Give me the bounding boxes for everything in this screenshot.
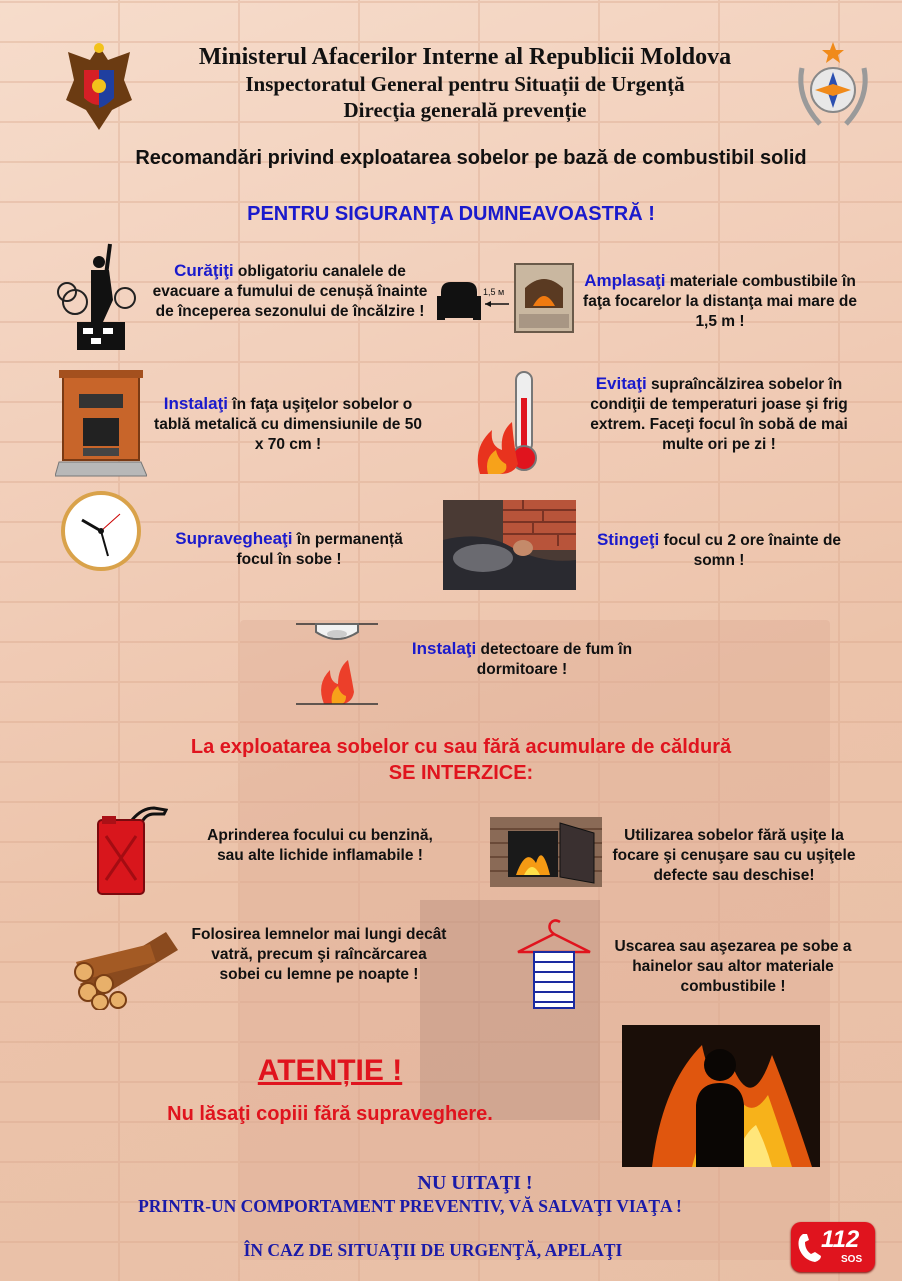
- emergency-sos: SOS: [841, 1254, 863, 1265]
- chimney-sweep-icon: [55, 240, 145, 352]
- attention-text: Nu lăsaţi copiii fără supraveghere.: [167, 1103, 493, 1125]
- rec-text: focul cu 2 ore înainte de somn !: [659, 532, 842, 569]
- forbidden-gasoline: Aprinderea focului cu benzină, sau alte lichide inflamabile !: [207, 827, 433, 864]
- footer-emergency-call: ÎN CAZ DE SITUAŢII DE URGENŢĂ, APELAŢI: [243, 1240, 623, 1260]
- emergency-service-emblem-icon: [790, 38, 876, 134]
- smoke-detector-icon: [296, 610, 378, 706]
- brick-stove-metal-sheet-icon: [55, 366, 147, 478]
- forbidden-no-doors: Utilizarea sobelor fără uşiţe la focare şi cenuşare sau cu uşiţele defecte sau deschise!: [612, 827, 856, 884]
- sleeping-person-photo: [443, 500, 576, 590]
- rec-place-materials: [578, 271, 862, 332]
- footer-preventive: PRINTR-UN COMPORTAMENT PREVENTIV, VĂ SALVAŢI VIAŢA !: [138, 1196, 682, 1216]
- rec-text: în permanență focul în sobe !: [236, 531, 403, 568]
- rec-text: materiale combustibile în faţa focarelor la distanţa mai mare de 1,5 m !: [583, 273, 857, 330]
- rec-smoke-detector: [392, 639, 652, 680]
- rec-text: detectoare de fum în dormitoare !: [476, 641, 633, 678]
- rec-supervise-fire: [160, 529, 418, 570]
- header-line-1: Ministerul Afacerilor Interne al Republicii Moldova: [198, 44, 732, 70]
- subtitle: Recomandări privind exploatarea sobelor pe bază de combustibil solid: [135, 147, 807, 169]
- rec-extinguish-fire: [584, 530, 854, 571]
- attention-heading: ATENȚIE !: [257, 1054, 403, 1087]
- emergency-112-badge: [791, 1222, 875, 1272]
- rec-metal-sheet: [148, 394, 428, 455]
- rec-keyword: Supravegheaţi: [175, 529, 293, 548]
- footer-nu-uitati: NU UITAŢI !: [417, 1172, 533, 1194]
- rec-text: obligatoriu canalele de evacuare a fumului de cenușă înainte de începerea sezonului de încălzire !: [152, 263, 428, 320]
- rec-keyword: Instalaţi: [163, 394, 228, 413]
- rec-avoid-overheating: [576, 374, 862, 455]
- distance-label: 1,5 м: [483, 287, 505, 297]
- forbidden-title: La exploatarea sobelor cu sau fără acumulare de căldură: [190, 736, 732, 758]
- forbidden-title-2: SE INTERZICE:: [388, 762, 534, 784]
- safety-title: PENTRU SIGURANŢA DUMNEAVOASTRĂ !: [247, 203, 655, 225]
- rec-keyword: Instalaţi: [411, 639, 477, 658]
- rec-clean-chimney: [150, 261, 430, 322]
- child-fire-photo: [622, 1025, 820, 1167]
- forbidden-drying-clothes: Uscarea sau aşezarea pe sobe a hainelor sau altor materiale combustibile !: [614, 938, 852, 995]
- forbidden-long-wood: Folosirea lemnelor mai lungi decât vatră, precum şi raîncărcarea sobei cu lemne pe noapte !: [191, 926, 447, 983]
- firewood-logs-icon: [70, 922, 182, 1010]
- emergency-number: 112: [821, 1226, 860, 1253]
- fuel-canister-icon: [92, 806, 168, 896]
- header-line-3: Direcţia generală prevenție: [343, 98, 587, 122]
- header-line-2: Inspectoratul General pentru Situații de Urgență: [245, 72, 685, 96]
- rec-keyword: Amplasaţi: [584, 271, 666, 290]
- clock-icon: [60, 490, 142, 572]
- rec-keyword: Evitaţi: [595, 374, 647, 393]
- hanger-clothes-icon: [516, 916, 592, 1010]
- armchair-distance-stove-icon: [437, 262, 577, 334]
- rec-text: în faţa uşiţelor sobelor o tablă metalică cu dimensiunile de 50 x 70 cm !: [154, 396, 422, 453]
- thermometer-fire-icon: [470, 368, 550, 478]
- rec-keyword: Curăţiţi: [174, 261, 234, 280]
- rec-text: supraîncălzirea sobelor în condiţii de temperaturi joase şi frig extrem. Faceţi focul în sobă de mai multe ori pe zi !: [590, 376, 848, 453]
- open-stove-door-photo: [490, 817, 602, 887]
- moldova-coat-of-arms-icon: [60, 40, 138, 135]
- phone-icon: [797, 1232, 823, 1264]
- rec-keyword: Stingeţi: [596, 530, 660, 549]
